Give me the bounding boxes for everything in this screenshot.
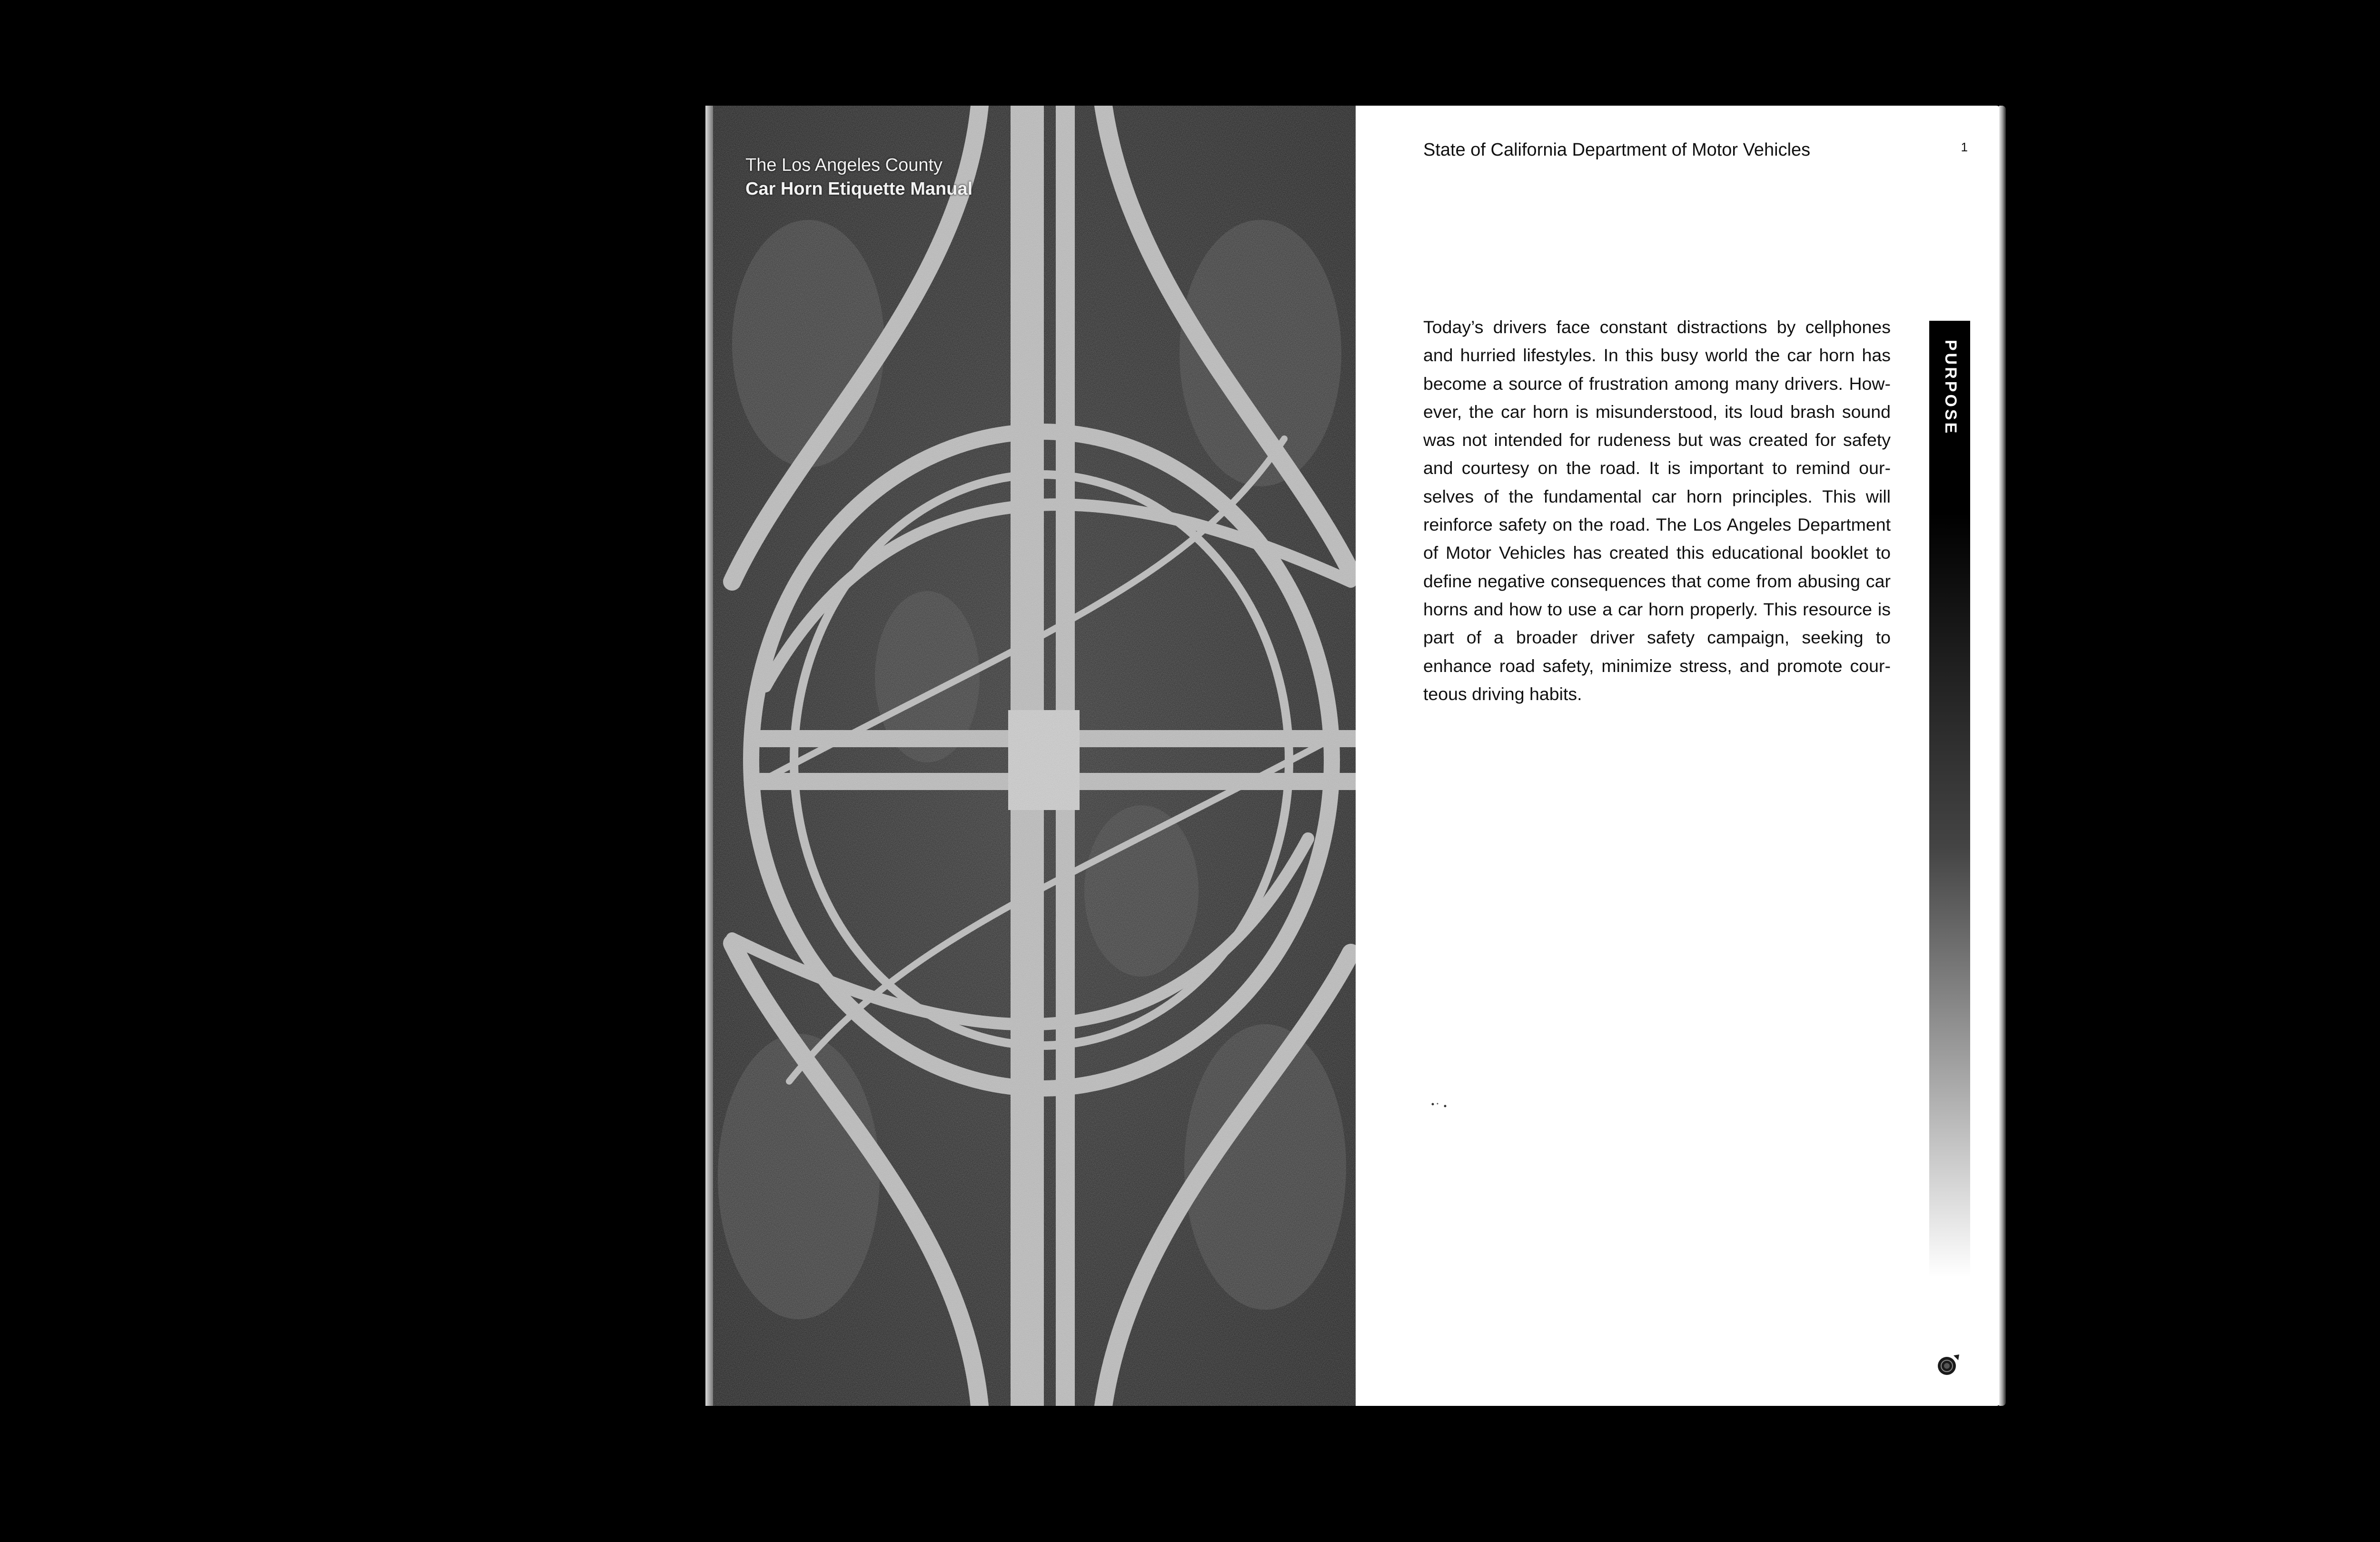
page-number: 1	[1961, 140, 1968, 154]
right-page-edge	[1999, 106, 2006, 1406]
freeway-interchange-photo	[713, 106, 1356, 1406]
right-page	[1356, 106, 2001, 1406]
purpose-paragraph: Today’s drivers face constant distractions by cellphones and hurried lifestyles. In this busy world the car horn has become a source of frustration among many drivers. However, the car horn is misunderstood, its loud brash sound was not intended for rudeness but was created for safety and courtesy on the road. It is important to remind ourselves of the fundamental car horn principles. This will reinforce safety on the road. The Los Angeles Department of Motor Vehicles has created this educational booklet to define negative consequences that come from abusing car horns and how to use a car horn properly. This resource is part of a broader driver safety campaign, seeking to enhance road safety, minimize stress, and promote courteous driving habits.	[1423, 317, 1891, 704]
print-speck-marks	[1431, 1102, 1450, 1108]
section-tab	[1929, 321, 1970, 1277]
manual-title-line2: Car Horn Etiquette Manual	[745, 179, 973, 199]
running-header: State of California Department of Motor Vehicles	[1423, 140, 1811, 160]
manual-title-line1: The Los Angeles County	[745, 155, 943, 175]
left-page	[705, 106, 1356, 1406]
dmv-logo-icon	[1936, 1353, 1961, 1377]
left-page-edge	[705, 106, 713, 1406]
manual-title	[745, 153, 972, 201]
section-tab-label: PURPOSE	[1942, 340, 1960, 436]
